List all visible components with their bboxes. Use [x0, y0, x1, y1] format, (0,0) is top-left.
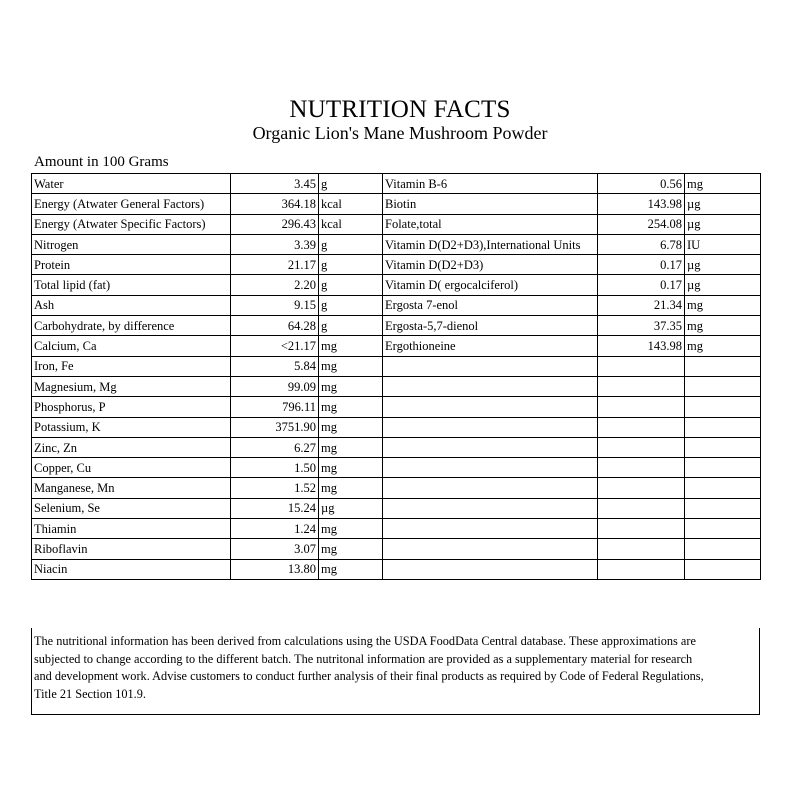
disclaimer [31, 628, 760, 715]
nutrient-unit: µg [319, 498, 383, 518]
table-row [32, 559, 761, 579]
nutrient-name: Energy (Atwater General Factors) [32, 194, 231, 214]
page-title: NUTRITION FACTS [289, 96, 511, 123]
nutrient-value [598, 437, 685, 457]
table-row [32, 478, 761, 498]
nutrient-unit: mg [685, 336, 761, 356]
nutrient-name [383, 519, 598, 539]
nutrient-unit: kcal [319, 194, 383, 214]
nutrient-value: 3.45 [231, 174, 319, 194]
nutrient-value [598, 478, 685, 498]
nutrient-value [598, 397, 685, 417]
table-row [32, 417, 761, 437]
nutrient-unit: µg [685, 194, 761, 214]
nutrient-unit [685, 417, 761, 437]
nutrient-name [383, 559, 598, 579]
nutrient-value: <21.17 [231, 336, 319, 356]
nutrient-value: 1.52 [231, 478, 319, 498]
nutrient-unit: mg [319, 539, 383, 559]
nutrient-name: Vitamin D( ergocalciferol) [383, 275, 598, 295]
nutrient-name [383, 539, 598, 559]
nutrient-name: Ergosta-5,7-dienol [383, 316, 598, 336]
product-subtitle: Organic Lion's Mane Mushroom Powder [252, 123, 548, 143]
nutrient-unit: µg [685, 214, 761, 234]
nutrient-name [383, 397, 598, 417]
table-row [32, 295, 761, 315]
table-row [32, 336, 761, 356]
nutrient-name: Selenium, Se [32, 498, 231, 518]
table-row [32, 437, 761, 457]
nutrient-unit: IU [685, 234, 761, 254]
nutrient-name: Magnesium, Mg [32, 376, 231, 396]
nutrient-value: 1.50 [231, 458, 319, 478]
nutrient-value: 21.17 [231, 255, 319, 275]
nutrient-unit [685, 539, 761, 559]
nutrient-unit [685, 559, 761, 579]
nutrient-unit: mg [319, 376, 383, 396]
nutrient-value: 254.08 [598, 214, 685, 234]
table-row [32, 397, 761, 417]
nutrient-value [598, 498, 685, 518]
nutrient-value [598, 458, 685, 478]
nutrient-unit [685, 397, 761, 417]
nutrient-name: Ergosta 7-enol [383, 295, 598, 315]
nutrient-value: 0.17 [598, 255, 685, 275]
nutrient-unit [685, 478, 761, 498]
disclaimer-line: The nutritional information has been derived from calculations using the USDA FoodData Central database. These approximations are [34, 634, 696, 648]
nutrient-name: Vitamin D(D2+D3) [383, 255, 598, 275]
nutrient-value: 3751.90 [231, 417, 319, 437]
nutrient-unit: mg [319, 397, 383, 417]
nutrient-value: 21.34 [598, 295, 685, 315]
nutrient-name [383, 356, 598, 376]
table-row [32, 174, 761, 194]
nutrient-name [383, 478, 598, 498]
table-row [32, 316, 761, 336]
nutrient-unit: kcal [319, 214, 383, 234]
nutrition-table [31, 173, 761, 580]
nutrient-name: Zinc, Zn [32, 437, 231, 457]
nutrient-unit: mg [319, 519, 383, 539]
nutrient-name: Nitrogen [32, 234, 231, 254]
nutrient-unit [685, 376, 761, 396]
nutrient-unit: µg [685, 255, 761, 275]
nutrient-value: 99.09 [231, 376, 319, 396]
nutrient-unit: µg [685, 275, 761, 295]
disclaimer-line: subjected to change according to the different batch. The nutritonal information are provided as a supplementary material for research [34, 651, 693, 666]
nutrient-name: Niacin [32, 559, 231, 579]
nutrient-name: Carbohydrate, by difference [32, 316, 231, 336]
amount-label: Amount in 100 Grams [34, 154, 169, 170]
nutrient-unit: mg [319, 437, 383, 457]
nutrient-unit: mg [319, 417, 383, 437]
nutrient-value [598, 559, 685, 579]
nutrient-value: 796.11 [231, 397, 319, 417]
table-row [32, 194, 761, 214]
nutrient-value: 143.98 [598, 194, 685, 214]
nutrient-value: 6.78 [598, 234, 685, 254]
nutrition-table-body [32, 174, 761, 580]
nutrient-unit: g [319, 234, 383, 254]
nutrient-value: 3.39 [231, 234, 319, 254]
nutrient-name: Folate,total [383, 214, 598, 234]
nutrient-name [383, 417, 598, 437]
nutrient-value: 13.80 [231, 559, 319, 579]
nutrient-value: 15.24 [231, 498, 319, 518]
nutrient-unit: mg [319, 559, 383, 579]
nutrient-name: Manganese, Mn [32, 478, 231, 498]
table-row [32, 356, 761, 376]
disclaimer-line: and development work. Advise customers to conduct further analysis of their final products as required by Code of Federal Regulations, [34, 669, 704, 683]
disclaimer-line: Title 21 Section 101.9. [34, 686, 146, 701]
nutrient-name: Ash [32, 295, 231, 315]
nutrient-name: Riboflavin [32, 539, 231, 559]
nutrient-unit: g [319, 295, 383, 315]
nutrient-value: 0.56 [598, 174, 685, 194]
nutrient-value: 0.17 [598, 275, 685, 295]
nutrient-unit [685, 356, 761, 376]
table-row [32, 519, 761, 539]
nutrient-unit [685, 437, 761, 457]
nutrient-value: 296.43 [231, 214, 319, 234]
nutrient-unit: mg [685, 316, 761, 336]
nutrient-name: Energy (Atwater Specific Factors) [32, 214, 231, 234]
nutrient-value: 5.84 [231, 356, 319, 376]
nutrient-value [598, 356, 685, 376]
nutrient-name: Thiamin [32, 519, 231, 539]
nutrient-name: Copper, Cu [32, 458, 231, 478]
nutrient-value [598, 376, 685, 396]
nutrient-unit: g [319, 275, 383, 295]
nutrient-unit: mg [685, 295, 761, 315]
nutrient-name: Total lipid (fat) [32, 275, 231, 295]
table-row [32, 539, 761, 559]
nutrient-name [383, 376, 598, 396]
table-row [32, 376, 761, 396]
nutrient-name: Vitamin B-6 [383, 174, 598, 194]
nutrient-value [598, 519, 685, 539]
nutrient-unit [685, 498, 761, 518]
nutrient-unit: mg [319, 458, 383, 478]
nutrient-value: 64.28 [231, 316, 319, 336]
nutrient-name [383, 498, 598, 518]
nutrient-unit: mg [319, 356, 383, 376]
nutrient-name [383, 437, 598, 457]
nutrient-value: 143.98 [598, 336, 685, 356]
nutrient-value: 6.27 [231, 437, 319, 457]
nutrient-value [598, 539, 685, 559]
nutrient-value: 364.18 [231, 194, 319, 214]
nutrient-name: Biotin [383, 194, 598, 214]
nutrient-value: 1.24 [231, 519, 319, 539]
nutrient-unit: g [319, 255, 383, 275]
nutrient-name: Ergothioneine [383, 336, 598, 356]
nutrient-value: 2.20 [231, 275, 319, 295]
nutrient-unit: g [319, 174, 383, 194]
table-row [32, 458, 761, 478]
nutrient-name: Vitamin D(D2+D3),International Units [383, 234, 598, 254]
nutrient-unit: mg [685, 174, 761, 194]
table-row [32, 498, 761, 518]
nutrient-name: Protein [32, 255, 231, 275]
table-row [32, 275, 761, 295]
nutrient-value: 3.07 [231, 539, 319, 559]
nutrient-unit: mg [319, 336, 383, 356]
nutrient-name: Water [32, 174, 231, 194]
nutrient-value [598, 417, 685, 437]
table-row [32, 214, 761, 234]
nutrient-unit: g [319, 316, 383, 336]
nutrient-name: Phosphorus, P [32, 397, 231, 417]
nutrient-unit [685, 519, 761, 539]
nutrient-value: 37.35 [598, 316, 685, 336]
nutrient-name: Iron, Fe [32, 356, 231, 376]
nutrient-name [383, 458, 598, 478]
table-row [32, 255, 761, 275]
nutrient-name: Potassium, K [32, 417, 231, 437]
nutrient-unit: mg [319, 478, 383, 498]
nutrient-name: Calcium, Ca [32, 336, 231, 356]
nutrient-value: 9.15 [231, 295, 319, 315]
table-row [32, 234, 761, 254]
nutrient-unit [685, 458, 761, 478]
